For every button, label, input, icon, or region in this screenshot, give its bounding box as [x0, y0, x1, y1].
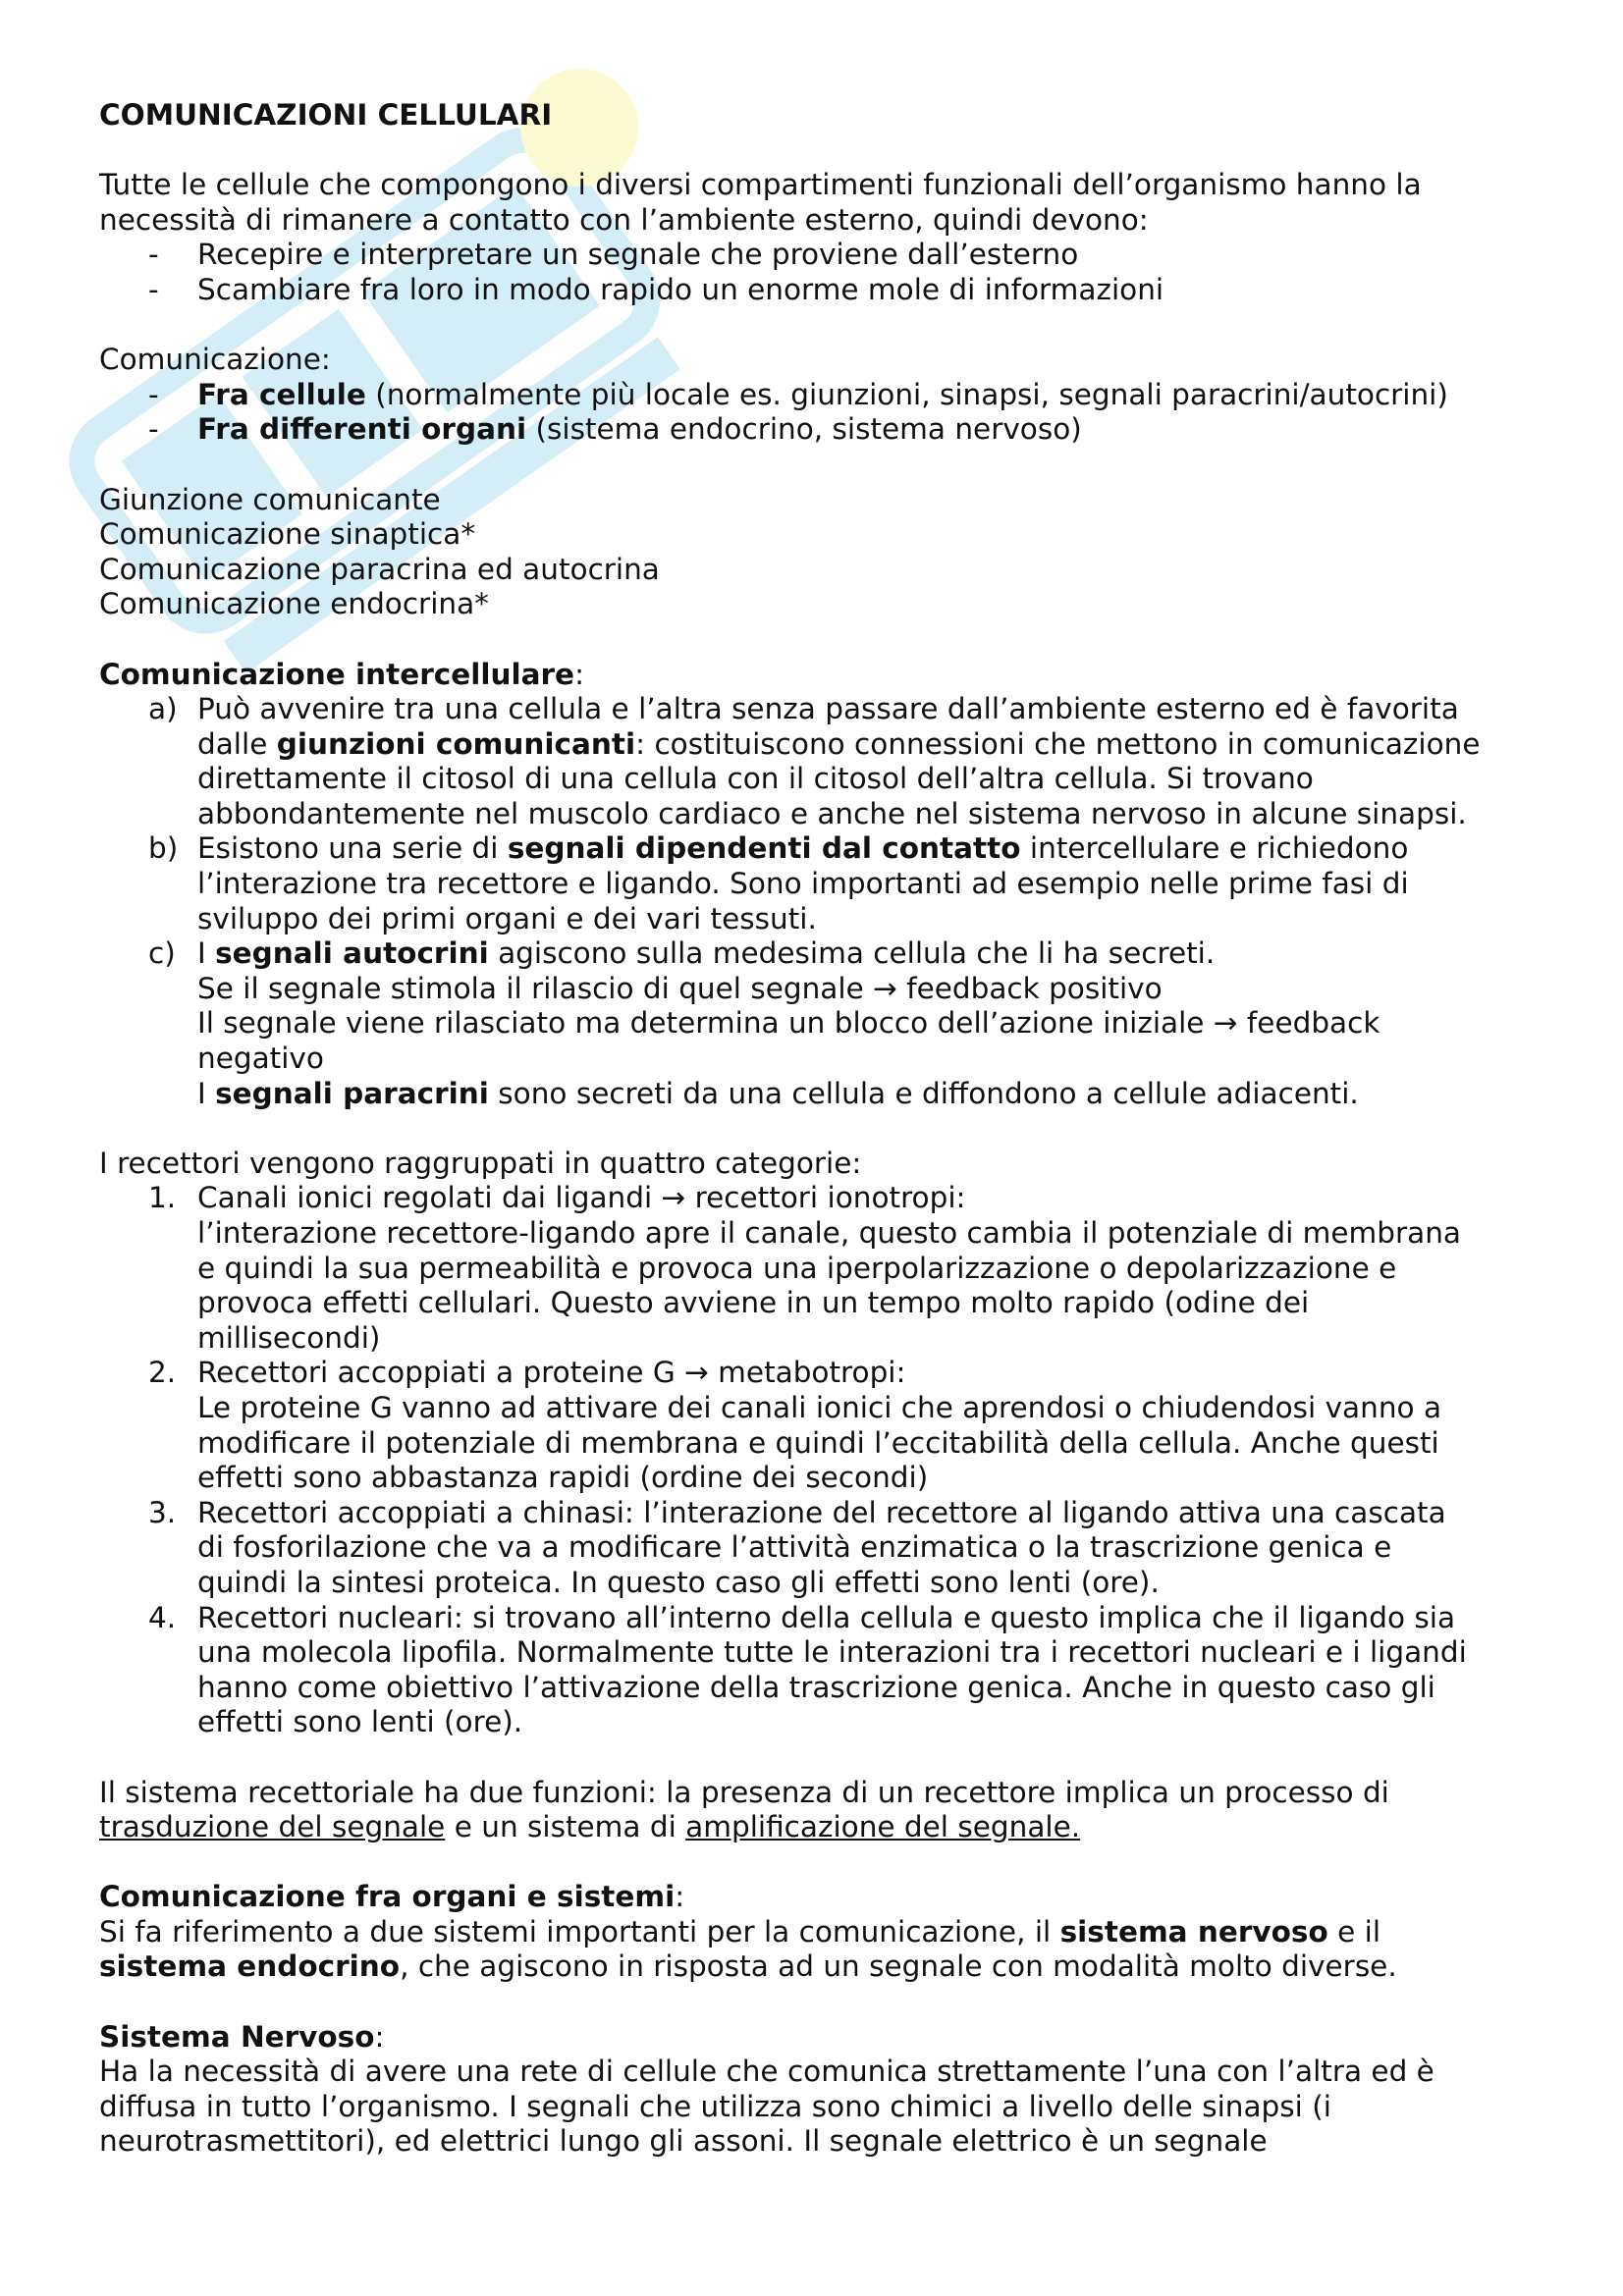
- type-line: Comunicazione endocrina*: [99, 587, 489, 621]
- nervoso-line: diffusa in tutto l’organismo. I segnali che utilizza sono chimici a livello delle sinapsi (i: [99, 2089, 1331, 2123]
- list-item: - Scambiare fra loro in modo rapido un enorme mole di informazioni: [148, 272, 1164, 306]
- type-line: Giunzione comunicante: [99, 482, 441, 516]
- dash-marker: -: [148, 377, 159, 411]
- list-item-a: a) Può avvenire tra una cellula e l’altra senza passare dall’ambiente esterno ed è favorita dalle giunzioni comunicanti: costituiscono connessioni che mettono in comunicazione direttamente il citosol di una cellula con il citosol dell’altra cellula. Si trovano abbondantemente nel muscolo cardiaco e anche nel sistema nervoso in alcune sinapsi.: [148, 692, 1481, 830]
- list-item-b: b) Esistono una serie di segnali dipendenti dal contatto intercellulare e richiedono l’interazione tra recettore e ligando. Sono importanti ad esempio nelle prime fasi di sviluppo dei primi organi e dei vari tessuti.: [148, 831, 1409, 935]
- sistema-recettoriale-line: Il sistema recettoriale ha due funzioni: la presenza di un recettore implica un processo di: [99, 1775, 1389, 1809]
- list-marker: 3.: [148, 1495, 177, 1529]
- intro-line: Tutte le cellule che compongono i diversi compartimenti funzionali dell’organismo hanno la: [99, 168, 1422, 202]
- nervoso-line: neurotrasmettitori), ed elettrici lungo gli assoni. Il segnale elettrico è un segnale: [99, 2124, 1268, 2159]
- type-line: Comunicazione paracrina ed autocrina: [99, 552, 660, 586]
- list-marker: 1.: [148, 1181, 177, 1215]
- list-marker: c): [148, 936, 176, 971]
- dash-marker: -: [148, 238, 159, 272]
- list-marker: b): [148, 831, 179, 866]
- organi-line: Si fa riferimento a due sistemi importanti per la comunicazione, il sistema nervoso e il: [99, 1914, 1381, 1949]
- list-item: - Recepire e interpretare un segnale che proviene dall’esterno: [148, 238, 1079, 272]
- list-item-1: 1. Canali ionici regolati dai ligandi → recettori ionotropi: l’interazione recettore-ligando apre il canale, questo cambia il potenziale di membrana e quindi la sua permeabilità e provoca una iperpolarizzazione o depolarizzazione e provoca effetti cellulari. Questo avviene in un tempo molto rapido (odine dei millisecondi): [148, 1181, 1461, 1355]
- list-marker: 4.: [148, 1600, 177, 1634]
- nervoso-line: Ha la necessità di avere una rete di cellule che comunica strettamente l’una con l’altra ed è: [99, 2055, 1434, 2089]
- recettori-intro: I recettori vengono raggruppati in quattro categorie:: [99, 1146, 862, 1180]
- list-item-2: 2. Recettori accoppiati a proteine G → metabotropi: Le proteine G vanno ad attivare dei canali ionici che aprendosi o chiudendosi vanno a modificare il potenziale di membrana e quindi l’eccitabilità della cellula. Anche questi effetti sono abbastanza rapidi (ordine dei secondi): [148, 1356, 1442, 1495]
- list-item-3: 3. Recettori accoppiati a chinasi: l’interazione del recettore al ligando attiva una cascata di fosforilazione che va a modificare l’attività enzimatica o la trascrizione genica e quindi la sintesi proteica. In questo caso gli effetti sono lenti (ore).: [148, 1495, 1446, 1599]
- list-item-c: c) I segnali autocrini agiscono sulla medesima cellula che li ha secreti. Se il segnale stimola il rilascio di quel segnale → feedback positivo Il segnale viene rilasciato ma determina un blocco dell’azione iniziale → feedback negativo I segnali paracrini sono secreti da una cellula e diffondono a cellule adiacenti.: [148, 936, 1380, 1110]
- list-item: - Fra cellule (normalmente più locale es. giunzioni, sinapsi, segnali paracrini/autocrini): [148, 377, 1448, 411]
- sistema-recettoriale-line: trasduzione del segnale e un sistema di amplificazione del segnale.: [99, 1810, 1081, 1844]
- section-heading: Comunicazione intercellulare:: [99, 657, 585, 691]
- section-heading: Sistema Nervoso:: [99, 2019, 385, 2054]
- intro-line: necessità di rimanere a contatto con l’ambiente esterno, quindi devono:: [99, 202, 1149, 237]
- list-item: - Fra differenti organi (sistema endocrino, sistema nervoso): [148, 412, 1082, 447]
- list-marker: a): [148, 692, 178, 726]
- dash-marker: -: [148, 412, 159, 447]
- section-heading: Comunicazione fra organi e sistemi:: [99, 1880, 685, 1914]
- dash-marker: -: [148, 272, 159, 306]
- document-body: [99, 98, 1552, 2160]
- type-line: Comunicazione sinaptica*: [99, 517, 476, 552]
- page-title: COMUNICAZIONI CELLULARI: [99, 98, 553, 132]
- list-item-4: 4. Recettori nucleari: si trovano all’interno della cellula e questo implica che il ligando sia una molecola lipofila. Normalmente tutte le interazioni tra i recettori nucleari e i ligandi hanno come obiettivo l’attivazione della trascrizione genica. Anche in questo caso gli effetti sono lenti (ore).: [148, 1600, 1467, 1739]
- list-marker: 2.: [148, 1356, 177, 1390]
- organi-line: sistema endocrino, che agiscono in risposta ad un segnale con modalità molto diverse.: [99, 1949, 1397, 1984]
- section-heading: Comunicazione:: [99, 343, 331, 377]
